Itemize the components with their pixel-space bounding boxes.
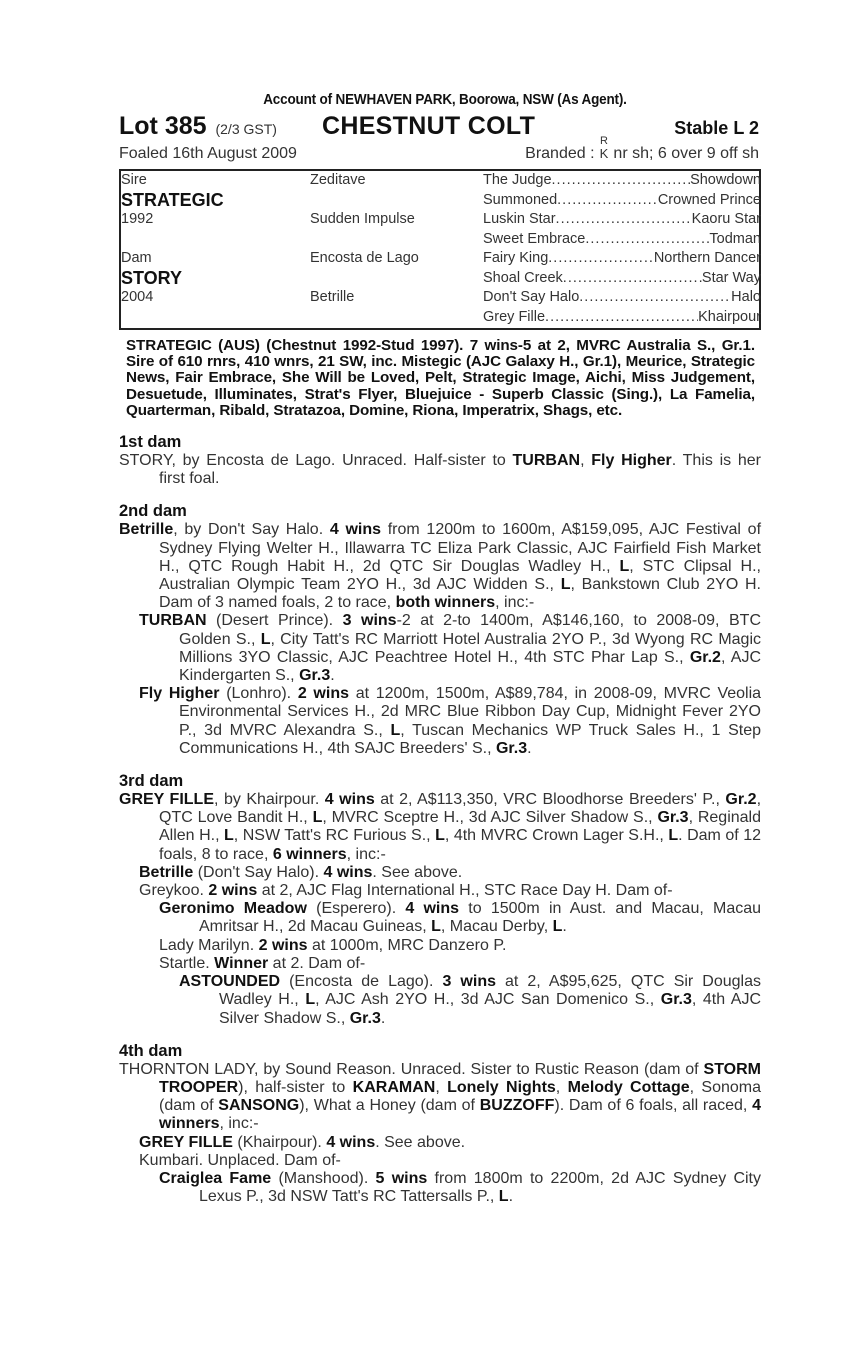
pedigree-parents	[121, 171, 306, 327]
dam-sections	[119, 433, 761, 1206]
ancestor-left: Sweet Embrace	[483, 230, 586, 247]
ancestor-left: Shoal Creek	[483, 269, 563, 286]
dot-leader	[557, 191, 658, 211]
spacer	[121, 308, 306, 328]
pedigree-entry: TURBAN (Desert Prince). 3 wins-2 at 2-to 1400m, A$146,160, to 2008-09, BTC Golden S., L, City Tatt's RC Marriott Hotel Australia 2YO P., 3d Wyong RC Magic Millions 3YO Classic, AJC Peachtree Hotel H., 4th STC Phar Lap S., Gr.2, AJC Kindergarten S., Gr.3.	[139, 612, 761, 685]
pedigree-entry: Lady Marilyn. 2 wins at 1000m, MRC Danzero P.	[159, 936, 507, 954]
pedigree-line	[483, 308, 761, 328]
lot-label: Lot 385	[119, 112, 207, 140]
ancestor-right: Crowned Prince	[657, 191, 761, 208]
dam-section	[119, 502, 761, 758]
sire-year: 1992	[121, 211, 154, 227]
horse-description: CHESTNUT COLT	[322, 112, 536, 140]
dam-heading: 2nd dam	[119, 502, 187, 521]
ancestor-right: Todman	[709, 230, 761, 247]
sire-label: Sire	[121, 172, 147, 188]
pedigree-line	[483, 249, 761, 269]
spacer	[121, 230, 306, 250]
brand-mark-top: R	[600, 135, 608, 147]
lot-number	[119, 112, 277, 143]
pedigree-entry: THORNTON LADY, by Sound Reason. Unraced. Sister to Rustic Reason (dam of STORM TROOPER), half-sister to KARAMAN, Lonely Nights, Melody Cottage, Sonoma (dam of SANSONG), What a Honey (dam of BUZZOFF). Dam of 6 foals, all raced, 4 winners, inc:-	[119, 1060, 762, 1133]
granddam-sire: Sudden Impulse	[310, 211, 415, 227]
ancestor-right: Star Way	[701, 269, 761, 286]
ancestor-right: Northern Dancer	[653, 250, 761, 266]
dot-leader	[545, 308, 698, 328]
granddam-dam: Betrille	[310, 289, 355, 305]
pedigree-line	[483, 191, 761, 211]
ancestor-left: Summoned	[483, 191, 558, 208]
dot-leader	[563, 269, 702, 289]
dam-heading: 4th dam	[119, 1041, 183, 1060]
pedigree-line	[483, 269, 761, 289]
sire-name: STRATEGIC	[121, 189, 224, 210]
dam-section	[119, 433, 761, 488]
brand-mark-icon	[599, 135, 609, 161]
dam-heading: 3rd dam	[119, 772, 184, 791]
spacer	[310, 191, 480, 211]
pedigree-line	[483, 171, 761, 191]
pedigree-line	[483, 230, 761, 250]
sire-summary: STRATEGIC (AUS) (Chestnut 1992-Stud 1997). 7 wins-5 at 2, MVRC Australia S., Gr.1. Sire of 610 rnrs, 410 wnrs, 21 SW, inc. Mistegic (AJC Galaxy H., Gr.1), Meurice, Strategic News, Fair Embrace, She Will be Loved, Pelt, Strategic Image, Aichi, Miss Judgement, Desuetude, Illuminates, Strat's Flyer, Bluejuice - Superb Classic (Sing.), La Famelia, Quarterman, Ribald, Stratazoa, Domine, Riona, Imperatrix, Shags, etc.	[126, 337, 755, 419]
dot-leader	[548, 249, 654, 269]
pedigree-entry: Betrille (Don't Say Halo). 4 wins. See above.	[139, 863, 463, 881]
ancestor-left: Don't Say Halo	[483, 289, 580, 305]
ancestor-right: Kaoru Star	[691, 211, 761, 227]
pedigree-entry: Craiglea Fame (Manshood). 5 wins from 1800m to 2200m, 2d AJC Sydney City Lexus P., 3d NSW Tatt's RC Tattersalls P., L.	[159, 1169, 762, 1206]
foaled-date: Foaled 16th August 2009	[119, 145, 297, 162]
dot-leader	[579, 288, 731, 308]
pedigree-entry: Kumbari. Unplaced. Dam of-	[139, 1151, 341, 1169]
pedigree-grandparents	[310, 171, 480, 327]
ancestor-right: Khairpour	[698, 308, 761, 325]
vendor-account: Account of NEWHAVEN PARK, Boorowa, NSW (As Agent).	[263, 91, 627, 108]
ancestor-left: Grey Fille	[483, 308, 546, 325]
lot-line	[119, 112, 761, 140]
brand-detail: nr sh; 6 over 9 off sh	[608, 145, 759, 162]
pedigree-table	[119, 169, 761, 330]
ancestor-left: Luskin Star	[483, 211, 556, 227]
pedigree-entry: Betrille, by Don't Say Halo. 4 wins from 1200m to 1600m, A$159,095, AJC Festival of Sydney Flying Welter H., Illawarra TC Eliza Park Classic, AJC Fairfield Fish Market H., QTC Rough Habit H., 2d QTC Sir Douglas Wadley H., L, STC Clipsal H., Australian Olympic Team 2YO H., 3d AJC Widden S., L, Bankstown Club 2YO H. Dam of 3 named foals, 2 to race, both winners, inc:-	[119, 521, 762, 612]
dam-label: Dam	[121, 250, 152, 266]
catalogue-page	[119, 90, 761, 1206]
spacer	[310, 269, 480, 289]
dam-section	[119, 772, 761, 1028]
foal-line	[119, 135, 761, 167]
ancestor-right: Halo	[731, 289, 761, 305]
pedigree-entry: GREY FILLE, by Khairpour. 4 wins at 2, A$113,350, VRC Bloodhorse Breeders' P., Gr.2, QTC Love Bandit H., L, MVRC Sceptre H., 3d AJC Silver Shadow S., Gr.3, Reginald Allen H., L, NSW Tatt's RC Furious S., L, 4th MVRC Crown Lager S.H., L. Dam of 12 foals, 8 to race, 6 winners, inc:-	[119, 791, 762, 863]
ancestor-left: Fairy King	[483, 250, 549, 266]
dam-name: STORY	[121, 267, 183, 288]
pedigree-entry: Startle. Winner at 2. Dam of-	[159, 954, 366, 972]
ancestor-right: Showdown	[690, 172, 761, 188]
brand-mark-bottom: K	[599, 146, 609, 161]
pedigree-entry: Geronimo Meadow (Esperero). 4 wins to 1500m in Aust. and Macau, Macau Amritsar H., 2d Macau Guineas, L, Macau Derby, L.	[159, 900, 762, 936]
pedigree-entry: Greykoo. 2 wins at 2, AJC Flag International H., STC Race Day H. Dam of-	[139, 882, 673, 900]
stable-location: Stable L 2	[674, 118, 759, 138]
pedigree-entry: GREY FILLE (Khairpour). 4 wins. See above.	[139, 1133, 466, 1151]
pedigree-line	[483, 288, 761, 308]
grandsire-dam: Encosta de Lago	[310, 250, 419, 266]
pedigree-entry: STORY, by Encosta de Lago. Unraced. Half-sister to TURBAN, Fly Higher. This is her first foal.	[119, 452, 761, 488]
dam-heading: 1st dam	[119, 433, 182, 452]
gst-note: (2/3 GST)	[215, 121, 277, 137]
grandsire-sire: Zeditave	[310, 172, 366, 188]
spacer	[310, 308, 480, 328]
dam-section	[119, 1042, 761, 1207]
pedigree-line	[483, 210, 761, 230]
branded-label: Branded :	[525, 145, 599, 162]
spacer	[310, 230, 480, 250]
dot-leader	[585, 230, 709, 250]
pedigree-entry: ASTOUNDED (Encosta de Lago). 3 wins at 2, A$95,625, QTC Sir Douglas Wadley H., L, AJC Ash 2YO H., 3d AJC San Domenico S., Gr.3, 4th AJC Silver Shadow S., Gr.3.	[179, 973, 762, 1027]
dot-leader	[556, 210, 692, 230]
ancestor-left: The Judge	[483, 172, 552, 188]
pedigree-entry: Fly Higher (Lonhro). 2 wins at 1200m, 1500m, A$89,784, in 2008-09, MVRC Veolia Environmental Services H., 2d MRC Blue Ribbon Day Cup, Midnight Fever 2YO P., 3d MVRC Alexandra S., L, Tuscan Mechanics WP Truck Sales H., 1 Step Communications H., 4th SAJC Breeders' S., Gr.3.	[139, 685, 762, 757]
dot-leader	[552, 171, 691, 191]
brand-info	[525, 135, 759, 163]
dam-year: 2004	[121, 289, 154, 305]
pedigree-great-grandparents	[483, 171, 761, 327]
